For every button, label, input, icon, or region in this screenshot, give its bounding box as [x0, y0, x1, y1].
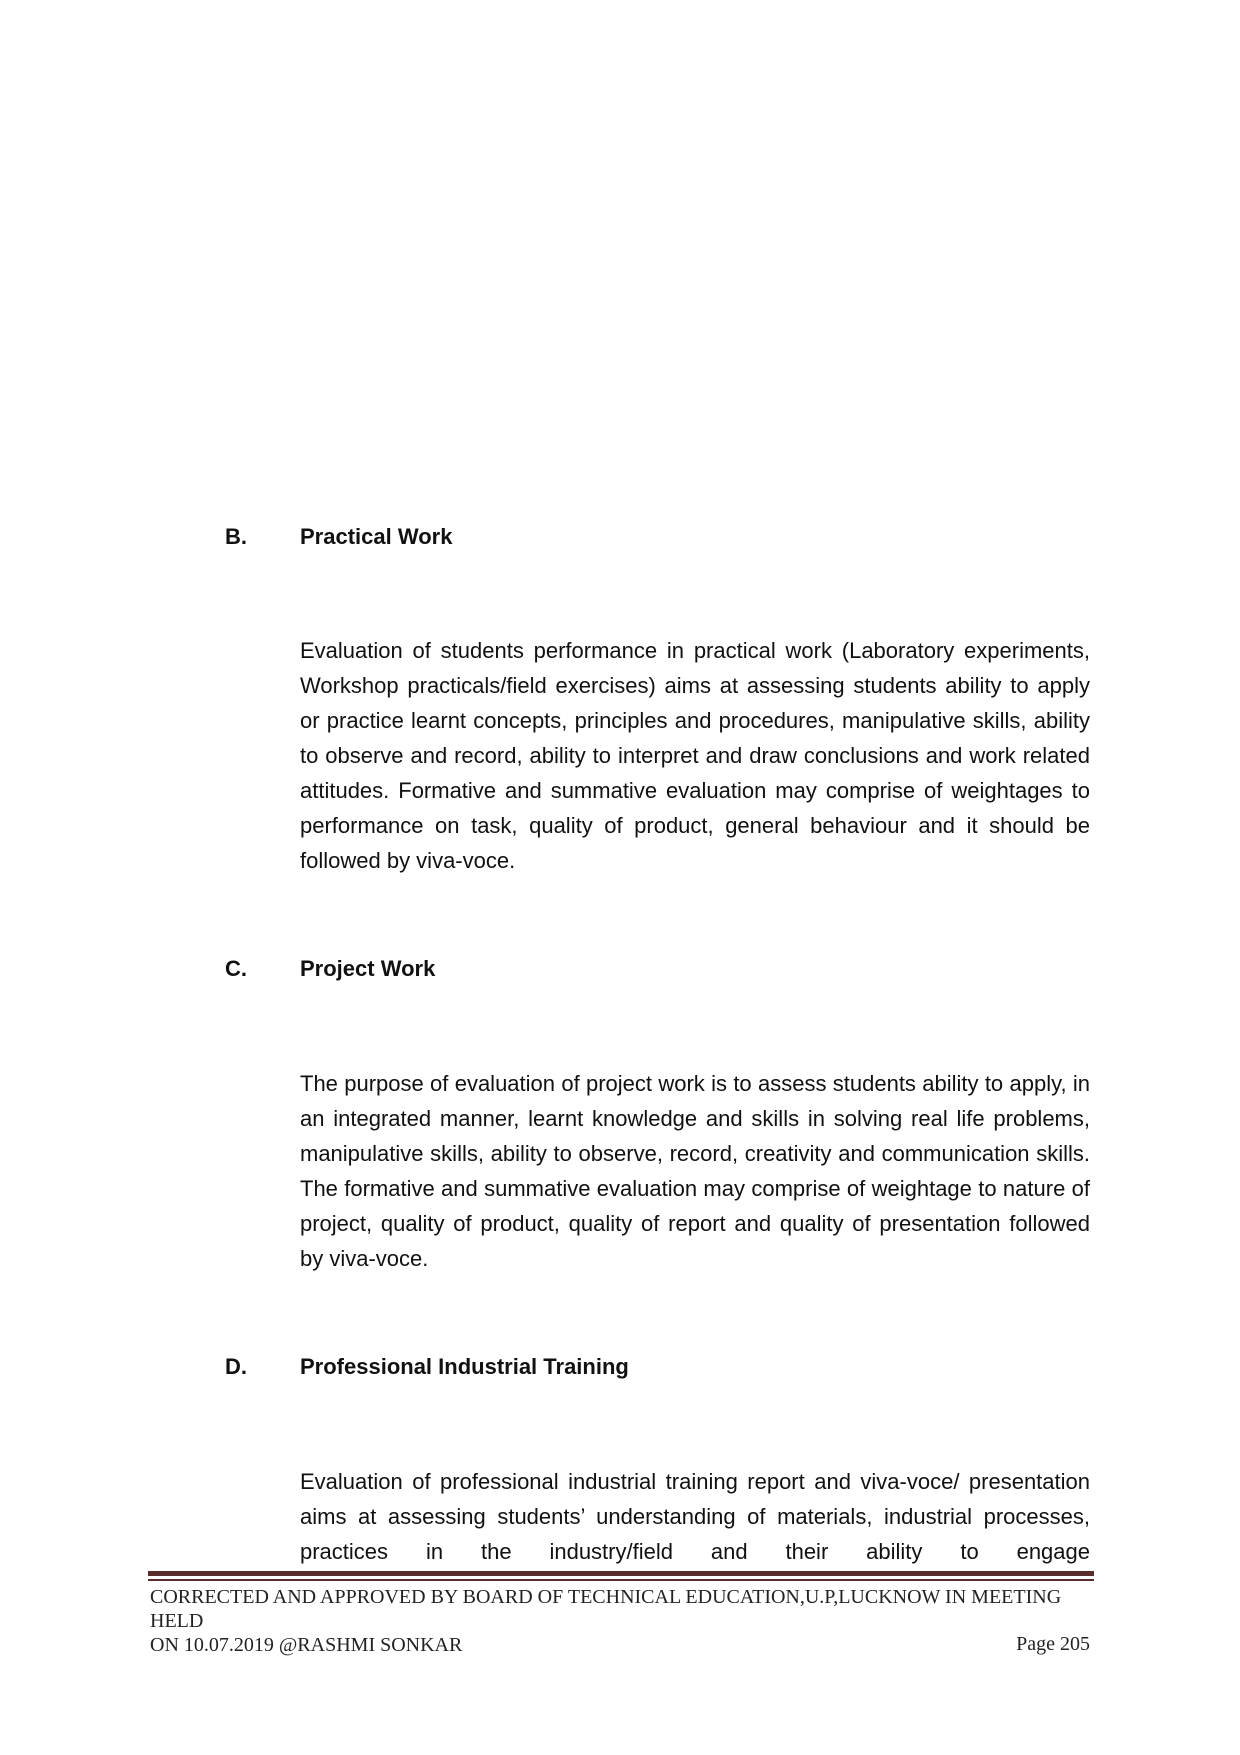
page-number: Page 205: [1016, 1633, 1090, 1655]
section-d-body: Evaluation of professional industrial training report and viva-voce/ presentation aims at assessing students’ understanding of materials, industrial processes, practices in the industry/field and their ability to engage: [300, 1469, 1090, 1564]
section-c-title: Project Work: [300, 956, 436, 981]
section-b-title: Practical Work: [300, 524, 453, 549]
section-b-body: Evaluation of students performance in practical work (Laboratory experiments, Workshop practicals/field exercises) aims at assessing students ability to apply or practice learnt concepts, principles and procedures, manipulative skills, ability to observe and record, ability to interpret and draw conclusions and work related attitudes. Formative and summative evaluation may comprise of weightages to performance on task, quality of product, general behaviour and it should be followed by viva-voce.: [300, 638, 1090, 873]
footer-rule-thin: [148, 1579, 1094, 1581]
footer-approval: [150, 1585, 1090, 1657]
footer-approval-line-1: CORRECTED AND APPROVED BY BOARD OF TECHNICAL EDUCATION,U.P,LUCKNOW IN MEETING HELD: [150, 1586, 1062, 1632]
footer-rule-thick: [148, 1571, 1094, 1576]
section-b-letter: B.: [225, 524, 247, 549]
footer-approval-line-2: ON 10.07.2019 @RASHMI SONKAR: [150, 1634, 463, 1656]
section-d-letter: D.: [225, 1354, 247, 1379]
section-d-title: Professional Industrial Training: [300, 1354, 629, 1379]
section-c-letter: C.: [225, 956, 247, 981]
section-c-body: The purpose of evaluation of project work is to assess students ability to apply, in an integrated manner, learnt knowledge and skills in solving real life problems, manipulative skills, ability to observe, record, creativity and communication skills. The formative and summative evaluation may comprise of weightage to nature of project, quality of product, quality of report and quality of presentation followed by viva-voce.: [300, 1071, 1090, 1271]
